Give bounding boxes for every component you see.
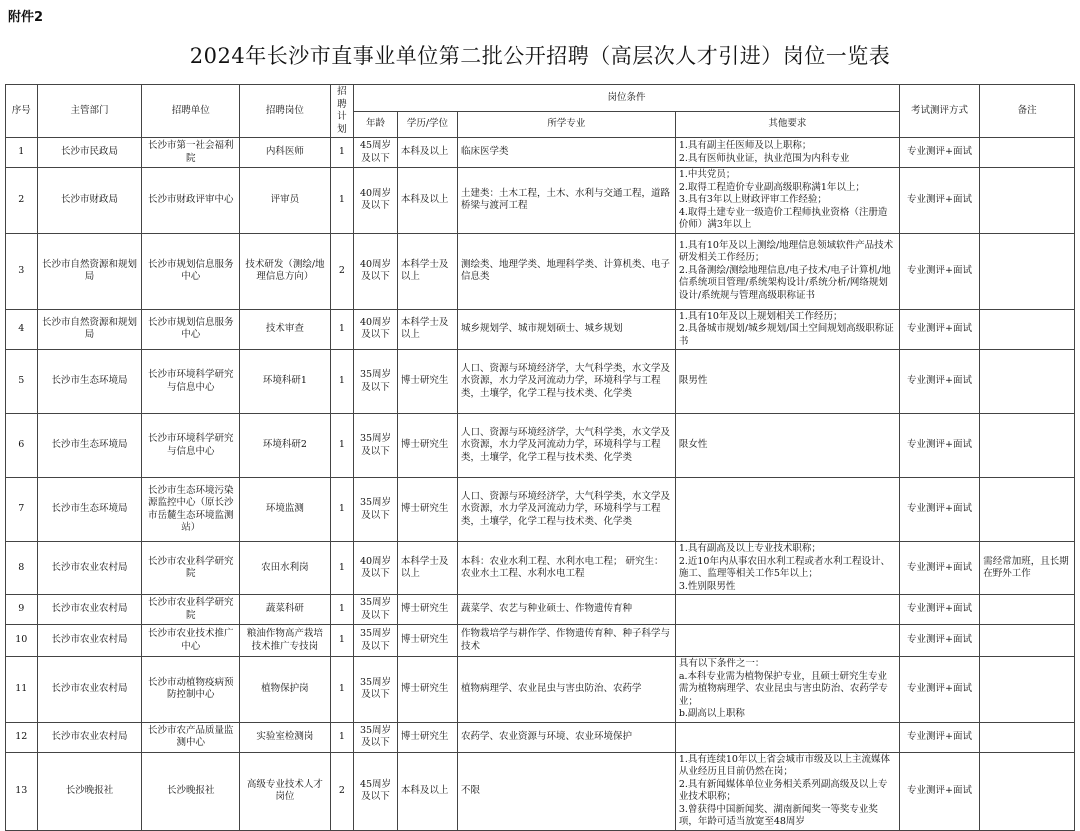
cell-post: 环境科研2: [240, 414, 331, 478]
cell-major: 人口、资源与环境经济学，大气科学类，水文学及水资源，水力学及河流动力学，环境科学与工程类，土壤学，化学工程与技术类、化学类: [457, 478, 675, 542]
cell-exam: 专业测评+面试: [899, 657, 979, 723]
table-row: [6, 752, 1075, 830]
cell-other: 限女性: [675, 414, 899, 478]
cell-degree: 博士研究生: [397, 595, 457, 625]
cell-remark: [980, 478, 1075, 542]
cell-major: 测绘类、地理学类、地理科学类、计算机类、电子信息类: [457, 233, 675, 309]
cell-degree: 博士研究生: [397, 657, 457, 723]
cell-age: 35周岁及以下: [354, 478, 398, 542]
cell-plan: 1: [330, 138, 353, 168]
header-plan: 招聘计划: [330, 85, 353, 138]
cell-unit: 长沙市农业科学研究院: [142, 542, 240, 595]
cell-plan: 1: [330, 478, 353, 542]
cell-seq: 11: [6, 657, 38, 723]
cell-post: 环境监测: [240, 478, 331, 542]
cell-unit: 长沙市动植物疫病预防控制中心: [142, 657, 240, 723]
cell-unit: 长沙市生态环境污染源监控中心（原长沙市岳麓生态环境监测站）: [142, 478, 240, 542]
cell-plan: 2: [330, 752, 353, 830]
cell-remark: [980, 625, 1075, 657]
header-post: 招聘岗位: [240, 85, 331, 138]
cell-post: 蔬菜科研: [240, 595, 331, 625]
cell-dept: 长沙市农业农村局: [37, 542, 142, 595]
cell-age: 35周岁及以下: [354, 625, 398, 657]
cell-other: 1.具有副高及以上专业技术职称； 2.近10年内从事农田水利工程或者水利工程设计、施工、监理等相关工作5年以上； 3.性别限男性: [675, 542, 899, 595]
cell-major: 土建类：土木工程，土木、水利与交通工程，道路桥梁与渡河工程: [457, 168, 675, 234]
cell-plan: 1: [330, 625, 353, 657]
cell-dept: 长沙市农业农村局: [37, 657, 142, 723]
cell-major: 蔬菜学、农艺与种业硕士、作物遗传育种: [457, 595, 675, 625]
cell-degree: 博士研究生: [397, 625, 457, 657]
cell-dept: 长沙市民政局: [37, 138, 142, 168]
cell-unit: 长沙市财政评审中心: [142, 168, 240, 234]
cell-degree: 本科学士及以上: [397, 233, 457, 309]
cell-age: 40周岁及以下: [354, 309, 398, 350]
cell-exam: 专业测评+面试: [899, 625, 979, 657]
cell-remark: [980, 657, 1075, 723]
cell-exam: 专业测评+面试: [899, 309, 979, 350]
cell-degree: 博士研究生: [397, 722, 457, 752]
cell-exam: 专业测评+面试: [899, 752, 979, 830]
cell-unit: 长沙市农业科学研究院: [142, 595, 240, 625]
cell-plan: 2: [330, 233, 353, 309]
cell-other: 1.具有10年及以上规划相关工作经历； 2.具备城市规划/城乡规划/国土空间规划高级职称证书: [675, 309, 899, 350]
table-row: [6, 542, 1075, 595]
cell-exam: 专业测评+面试: [899, 138, 979, 168]
cell-age: 35周岁及以下: [354, 722, 398, 752]
cell-seq: 5: [6, 350, 38, 414]
cell-degree: 本科及以上: [397, 138, 457, 168]
cell-remark: [980, 168, 1075, 234]
cell-dept: 长沙市农业农村局: [37, 625, 142, 657]
cell-other: 1.具有连续10年以上省会城市市级及以上主流媒体从业经历且目前仍然在岗； 2.具有新闻媒体单位业务相关系列副高级及以上专业技术职称； 3.曾获得中国新闻奖、湖南新闻奖一等奖专业奖项，年龄可适当放宽至48周岁: [675, 752, 899, 830]
cell-other: 1.具有副主任医师及以上职称； 2.具有医师执业证，执业范围为内科专业: [675, 138, 899, 168]
cell-post: 评审员: [240, 168, 331, 234]
cell-remark: [980, 595, 1075, 625]
cell-age: 45周岁及以下: [354, 138, 398, 168]
cell-post: 农田水利岗: [240, 542, 331, 595]
cell-unit: 长沙晚报社: [142, 752, 240, 830]
table-row: [6, 168, 1075, 234]
cell-remark: [980, 752, 1075, 830]
cell-post: 环境科研1: [240, 350, 331, 414]
cell-remark: [980, 309, 1075, 350]
header-seq: 序号: [6, 85, 38, 138]
cell-dept: 长沙市自然资源和规划局: [37, 309, 142, 350]
cell-exam: 专业测评+面试: [899, 414, 979, 478]
table-row: [6, 478, 1075, 542]
cell-seq: 10: [6, 625, 38, 657]
table-row: [6, 625, 1075, 657]
cell-degree: 博士研究生: [397, 478, 457, 542]
header-other: 其他要求: [675, 111, 899, 138]
cell-unit: 长沙市环境科学研究与信息中心: [142, 350, 240, 414]
header-remark: 备注: [980, 85, 1075, 138]
cell-other: [675, 625, 899, 657]
cell-degree: 博士研究生: [397, 414, 457, 478]
cell-seq: 12: [6, 722, 38, 752]
cell-dept: 长沙市生态环境局: [37, 478, 142, 542]
cell-seq: 1: [6, 138, 38, 168]
cell-post: 植物保护岗: [240, 657, 331, 723]
cell-post: 技术研发（测绘/地理信息方向）: [240, 233, 331, 309]
cell-unit: 长沙市农业技术推广中心: [142, 625, 240, 657]
cell-major: 植物病理学、农业昆虫与害虫防治、农药学: [457, 657, 675, 723]
header-age: 年龄: [354, 111, 398, 138]
cell-degree: 本科及以上: [397, 752, 457, 830]
cell-exam: 专业测评+面试: [899, 722, 979, 752]
cell-exam: 专业测评+面试: [899, 478, 979, 542]
cell-seq: 13: [6, 752, 38, 830]
cell-remark: [980, 414, 1075, 478]
cell-other: [675, 478, 899, 542]
table-row: [6, 722, 1075, 752]
cell-major: 城乡规划学、城市规划硕士、城乡规划: [457, 309, 675, 350]
cell-unit: 长沙市第一社会福利院: [142, 138, 240, 168]
cell-remark: [980, 722, 1075, 752]
cell-major: 作物栽培学与耕作学、作物遗传育种、种子科学与技术: [457, 625, 675, 657]
page-title: 2024年长沙市直事业单位第二批公开招聘（高层次人才引进）岗位一览表: [189, 44, 891, 68]
cell-remark: [980, 350, 1075, 414]
cell-unit: 长沙市环境科学研究与信息中心: [142, 414, 240, 478]
cell-plan: 1: [330, 309, 353, 350]
cell-other: 1.中共党员； 2.取得工程造价专业副高级职称满1年以上； 3.具有3年以上财政评审工作经验； 4.取得土建专业一级造价工程师执业资格（注册造价师）满3年以上: [675, 168, 899, 234]
cell-age: 35周岁及以下: [354, 595, 398, 625]
cell-plan: 1: [330, 168, 353, 234]
header-conditions: 岗位条件: [354, 85, 900, 112]
cell-dept: 长沙市生态环境局: [37, 350, 142, 414]
table-row: [6, 309, 1075, 350]
table-row: [6, 657, 1075, 723]
cell-dept: 长沙晚报社: [37, 752, 142, 830]
cell-age: 35周岁及以下: [354, 350, 398, 414]
cell-dept: 长沙市农业农村局: [37, 595, 142, 625]
cell-unit: 长沙市农产品质量监测中心: [142, 722, 240, 752]
cell-age: 45周岁及以下: [354, 752, 398, 830]
cell-dept: 长沙市财政局: [37, 168, 142, 234]
cell-dept: 长沙市农业农村局: [37, 722, 142, 752]
cell-remark: [980, 233, 1075, 309]
cell-major: 人口、资源与环境经济学，大气科学类，水文学及水资源，水力学及河流动力学，环境科学与工程类，土壤学，化学工程与技术类、化学类: [457, 350, 675, 414]
cell-age: 40周岁及以下: [354, 168, 398, 234]
cell-major: 人口、资源与环境经济学，大气科学类，水文学及水资源，水力学及河流动力学，环境科学与工程类，土壤学，化学工程与技术类、化学类: [457, 414, 675, 478]
header-major: 所学专业: [457, 111, 675, 138]
cell-seq: 7: [6, 478, 38, 542]
cell-unit: 长沙市规划信息服务中心: [142, 309, 240, 350]
cell-seq: 9: [6, 595, 38, 625]
table-row: [6, 233, 1075, 309]
cell-seq: 6: [6, 414, 38, 478]
cell-major: 不限: [457, 752, 675, 830]
cell-exam: 专业测评+面试: [899, 168, 979, 234]
cell-seq: 8: [6, 542, 38, 595]
cell-dept: 长沙市生态环境局: [37, 414, 142, 478]
cell-exam: 专业测评+面试: [899, 595, 979, 625]
cell-dept: 长沙市自然资源和规划局: [37, 233, 142, 309]
cell-seq: 4: [6, 309, 38, 350]
cell-other: 具有以下条件之一： a.本科专业需为植物保护专业，且硕士研究生专业需为植物病理学、农业昆虫与害虫防治、农药学专业； b.副高以上职称: [675, 657, 899, 723]
header-exam: 考试测评方式: [899, 85, 979, 138]
cell-plan: 1: [330, 542, 353, 595]
table-row: [6, 414, 1075, 478]
cell-plan: 1: [330, 595, 353, 625]
cell-other: [675, 595, 899, 625]
header-unit: 招聘单位: [142, 85, 240, 138]
attachment-label: 附件2: [8, 10, 44, 25]
cell-exam: 专业测评+面试: [899, 350, 979, 414]
cell-plan: 1: [330, 657, 353, 723]
cell-age: 35周岁及以下: [354, 414, 398, 478]
positions-table: [5, 84, 1075, 831]
cell-plan: 1: [330, 414, 353, 478]
cell-seq: 3: [6, 233, 38, 309]
cell-plan: 1: [330, 350, 353, 414]
cell-other: [675, 722, 899, 752]
cell-major: 临床医学类: [457, 138, 675, 168]
cell-age: 35周岁及以下: [354, 657, 398, 723]
table-row: [6, 595, 1075, 625]
cell-degree: 本科学士及以上: [397, 542, 457, 595]
cell-post: 技术审查: [240, 309, 331, 350]
header-degree: 学历/学位: [397, 111, 457, 138]
table-row: [6, 138, 1075, 168]
cell-post: 内科医师: [240, 138, 331, 168]
cell-exam: 专业测评+面试: [899, 542, 979, 595]
cell-remark: [980, 138, 1075, 168]
cell-degree: 本科学士及以上: [397, 309, 457, 350]
header-dept: 主管部门: [37, 85, 142, 138]
cell-plan: 1: [330, 722, 353, 752]
cell-other: 限男性: [675, 350, 899, 414]
cell-unit: 长沙市规划信息服务中心: [142, 233, 240, 309]
cell-seq: 2: [6, 168, 38, 234]
cell-degree: 博士研究生: [397, 350, 457, 414]
cell-major: 农药学、农业资源与环境、农业环境保护: [457, 722, 675, 752]
cell-post: 高级专业技术人才岗位: [240, 752, 331, 830]
table-row: [6, 350, 1075, 414]
cell-post: 实验室检测岗: [240, 722, 331, 752]
cell-other: 1.具有10年及以上测绘/地理信息领域软件产品技术研发相关工作经历； 2.具备测绘/测绘地理信息/电子技术/电子计算机/地信系统项目管理/系统架构设计/系统分析/网络规划设计/系统规与管理高级职称证书: [675, 233, 899, 309]
cell-degree: 本科及以上: [397, 168, 457, 234]
cell-age: 40周岁及以下: [354, 542, 398, 595]
cell-post: 粮油作物高产栽培技术推广专技岗: [240, 625, 331, 657]
cell-exam: 专业测评+面试: [899, 233, 979, 309]
cell-major: 本科：农业水利工程、水利水电工程； 研究生：农业水土工程、水利水电工程: [457, 542, 675, 595]
cell-age: 40周岁及以下: [354, 233, 398, 309]
cell-remark: 需经常加班，且长期在野外工作: [980, 542, 1075, 595]
